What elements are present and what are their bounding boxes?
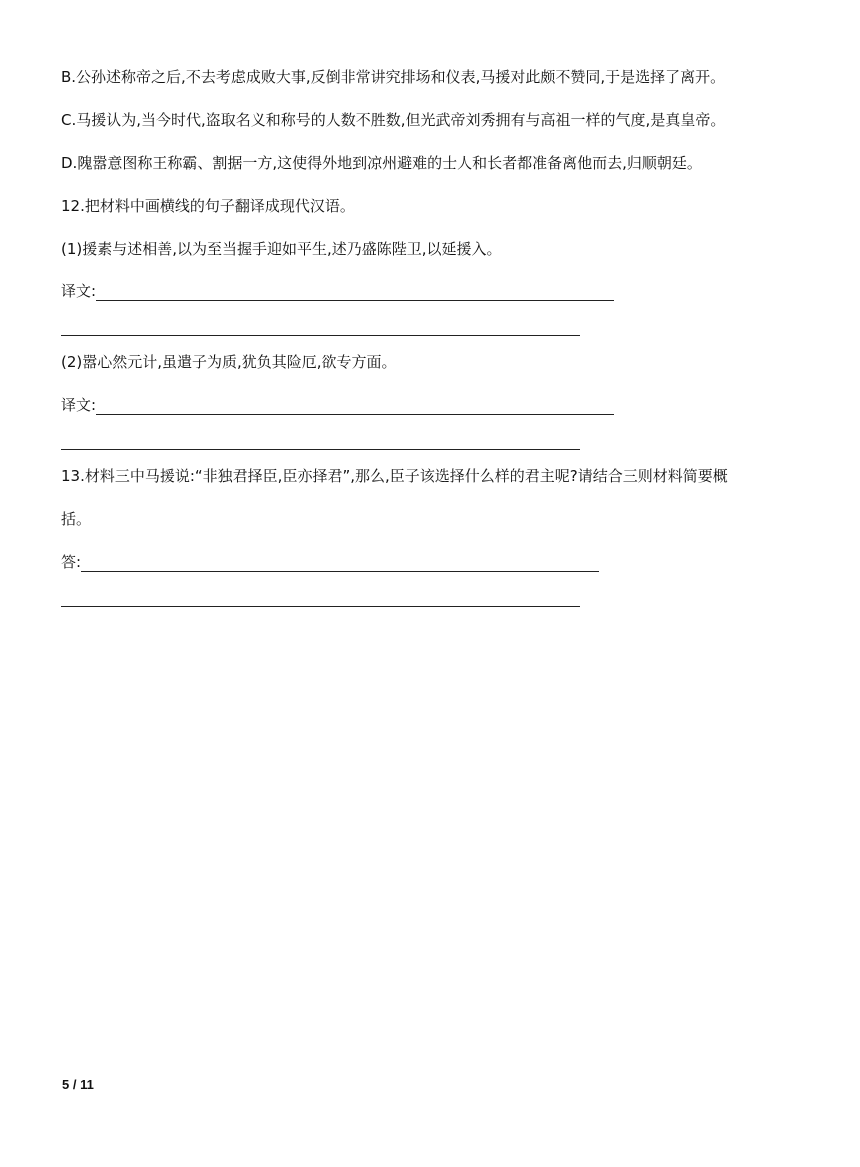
- q13-answer-line-2[interactable]: [61, 606, 580, 607]
- q12-item2-answer-line-1[interactable]: [96, 395, 614, 415]
- q13-answer-line-1[interactable]: [81, 552, 599, 572]
- question-13-prompt-line-2: 括。: [61, 510, 92, 528]
- question-13-prompt-line-1: 13.材料三中马援说:“非独君择臣,臣亦择君”,那么,臣子该选择什么样的君主呢?请结合三则材料简要概: [61, 467, 728, 485]
- q12-item1-answer-line-2[interactable]: [61, 335, 580, 336]
- q12-item2-answer-line-2[interactable]: [61, 449, 580, 450]
- question-12-prompt: 12.把材料中画横线的句子翻译成现代汉语。: [61, 197, 355, 215]
- q12-item1-answer-line-1[interactable]: [96, 281, 614, 301]
- question-12-item-2: (2)嚣心然元计,虽遣子为质,犹负其险厄,欲专方面。: [61, 353, 397, 371]
- option-c: C.马援认为,当今时代,盗取名义和称号的人数不胜数,但光武帝刘秀拥有与高祖一样的气度,是真皇帝。: [61, 111, 726, 129]
- question-12-item-1: (1)援素与述相善,以为至当握手迎如平生,述乃盛陈陛卫,以延援入。: [61, 240, 502, 258]
- answer-label: 答:: [61, 553, 82, 571]
- q12-item2-answer-row: [61, 395, 614, 415]
- q13-answer-row: [61, 552, 599, 572]
- translation-label: 译文:: [61, 282, 97, 300]
- option-d: D.隗嚣意图称王称霸、割据一方,这使得外地到凉州避难的士人和长者都准备离他而去,归顺朝廷。: [61, 154, 702, 172]
- option-b: B.公孙述称帝之后,不去考虑成败大事,反倒非常讲究排场和仪表,马援对此颇不赞同,于是选择了离开。: [61, 68, 726, 86]
- page-number: 5 / 11: [62, 1077, 94, 1092]
- q12-item1-answer-row: [61, 281, 614, 301]
- translation-label: 译文:: [61, 396, 97, 414]
